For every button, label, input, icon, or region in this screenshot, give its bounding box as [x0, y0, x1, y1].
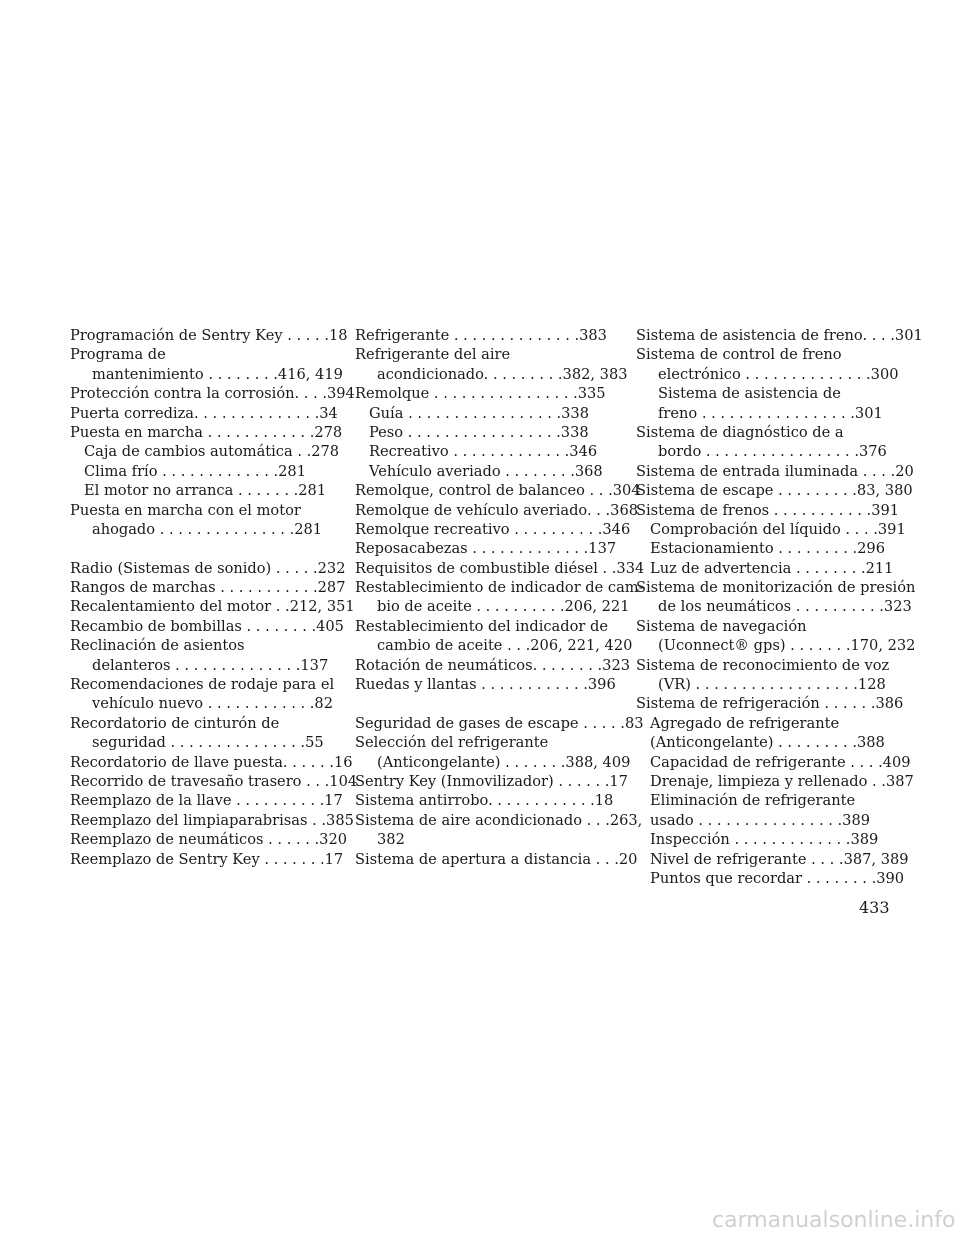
index-entry: Remolque . . . . . . . . . . . . . . . .335 [355, 385, 606, 403]
index-entry: vehículo nuevo . . . . . . . . . . . .82 [92, 695, 333, 713]
index-entry: Sistema de control de freno [636, 346, 842, 364]
index-column-1 [70, 326, 358, 869]
index-entry: Rotación de neumáticos. . . . . . . .323 [355, 656, 631, 674]
index-entry: (Anticongelante) . . . . . . .388, 409 [377, 753, 631, 771]
index-entry: Sistema de diagnóstico de a [636, 423, 844, 441]
index-entry: Guía . . . . . . . . . . . . . . . . .338 [369, 404, 590, 422]
index-entry: Recordatorio de llave puesta. . . . . .16 [70, 753, 353, 771]
index-entry: Puesta en marcha con el motor [70, 501, 301, 519]
index-entry: Inspección . . . . . . . . . . . . .389 [650, 831, 879, 849]
index-entry: Protección contra la corrosión. . . .394 [70, 385, 355, 403]
index-entry: Estacionamiento . . . . . . . . .296 [650, 540, 885, 558]
index-entry: Recomendaciones de rodaje para el [70, 676, 335, 694]
index-entry: El motor no arranca . . . . . . .281 [84, 482, 327, 500]
index-entry: Recorrido de travesaño trasero . . .104 [70, 772, 358, 790]
index-entry: Programación de Sentry Key . . . . .18 [70, 327, 348, 344]
index-entry: Reemplazo de la llave . . . . . . . . . .17 [70, 792, 343, 810]
index-entry: acondicionado. . . . . . . . .382, 383 [377, 365, 628, 383]
index-entry: Comprobación del líquido . . . .391 [650, 520, 906, 538]
index-entry: bio de aceite . . . . . . . . . .206, 221 [377, 598, 630, 616]
index-entry: Caja de cambios automática . .278 [84, 443, 340, 461]
index-entry: Sentry Key (Inmovilizador) . . . . . .17 [355, 772, 628, 790]
index-entry: Puntos que recordar . . . . . . . .390 [650, 869, 905, 887]
index-entry: Remolque recreativo . . . . . . . . . .346 [355, 520, 631, 538]
index-entry: Seguridad de gases de escape . . . . .83 [355, 714, 644, 732]
section-gap [70, 539, 320, 558]
index-entry: Luz de advertencia . . . . . . . .211 [650, 559, 894, 577]
index-entry: Sistema de aire acondicionado . . .263, [355, 811, 643, 829]
index-entry: Puesta en marcha . . . . . . . . . . . .278 [70, 423, 343, 441]
index-entry: mantenimiento . . . . . . . .416, 419 [92, 365, 343, 383]
index-entry: Reemplazo del limpiaparabrisas . .385 [70, 811, 354, 829]
index-column-3 [636, 326, 923, 888]
index-entry: Peso . . . . . . . . . . . . . . . . .338 [369, 423, 589, 441]
index-entry: Recambio de bombillas . . . . . . . .405 [70, 617, 344, 635]
index-entry: Sistema de entrada iluminada . . . .20 [636, 462, 914, 480]
index-entry: ahogado . . . . . . . . . . . . . . .281 [92, 520, 323, 538]
index-entry: Rangos de marchas . . . . . . . . . . .287 [70, 579, 346, 597]
index-entry: (Uconnect® gps) . . . . . . .170, 232 [658, 637, 916, 655]
index-column-2 [355, 326, 645, 869]
index-entry: de los neumáticos . . . . . . . . . .323 [658, 598, 912, 616]
index-entry: Vehículo averiado . . . . . . . .368 [369, 462, 603, 480]
index-entry: 382 [377, 831, 405, 849]
index-entry: Selección del refrigerante [355, 734, 549, 752]
index-entry: Drenaje, limpieza y rellenado . .387 [650, 772, 914, 790]
index-entry: Restablecimiento del indicador de [355, 617, 608, 635]
index-entry: Requisitos de combustible diésel . .334 [355, 559, 645, 577]
index-entry: Remolque de vehículo averiado. . .368 [355, 501, 639, 519]
page-number: 433 [859, 898, 890, 917]
index-entry: Sistema de frenos . . . . . . . . . . .391 [636, 501, 900, 519]
index-entry: (VR) . . . . . . . . . . . . . . . . . .128 [658, 676, 886, 694]
index-entry: Clima frío . . . . . . . . . . . . .281 [84, 462, 306, 480]
index-entry: seguridad . . . . . . . . . . . . . . .55 [92, 734, 324, 752]
index-entry: delanteros . . . . . . . . . . . . . .137 [92, 656, 329, 674]
index-entry: Eliminación de refrigerante [650, 792, 856, 810]
index-entry: Refrigerante . . . . . . . . . . . . . .383 [355, 327, 607, 344]
index-entry: Reemplazo de Sentry Key . . . . . . .17 [70, 850, 344, 868]
index-entry: Sistema de asistencia de [658, 385, 841, 403]
section-gap [355, 694, 603, 713]
index-entry: bordo . . . . . . . . . . . . . . . . .376 [658, 443, 887, 461]
index-entry: Sistema de navegación [636, 617, 807, 635]
index-entry: Sistema de escape . . . . . . . . .83, 380 [636, 482, 913, 500]
index-entry: Puerta corrediza. . . . . . . . . . . . . .34 [70, 404, 338, 422]
index-entry: cambio de aceite . . .206, 221, 420 [377, 637, 633, 655]
index-entry: Sistema de monitorización de presión [636, 579, 916, 597]
index-entry: Nivel de refrigerante . . . .387, 389 [650, 850, 909, 868]
index-entry: Sistema de refrigeración . . . . . .386 [636, 695, 904, 713]
index-entry: Sistema antirrobo. . . . . . . . . . . .18 [355, 792, 614, 810]
index-entry: (Anticongelante) . . . . . . . . .388 [650, 734, 885, 752]
index-entry: Refrigerante del aire [355, 346, 511, 364]
index-entry: Reclinación de asientos [70, 637, 245, 655]
index-entry: Recordatorio de cinturón de [70, 714, 280, 732]
watermark-text: carmanualsonline.info [712, 1208, 956, 1233]
index-entry: electrónico . . . . . . . . . . . . . .300 [658, 365, 899, 383]
index-entry: Programa de [70, 346, 166, 364]
index-entry: Reposacabezas . . . . . . . . . . . . .137 [355, 540, 617, 558]
index-entry: Sistema de asistencia de freno. . . .301 [636, 327, 923, 344]
index-entry: Radio (Sistemas de sonido) . . . . .232 [70, 559, 346, 577]
index-entry: usado . . . . . . . . . . . . . . . .389 [650, 811, 871, 829]
index-entry: Restablecimiento de indicador de cam- [355, 579, 644, 597]
index-entry: Reemplazo de neumáticos . . . . . .320 [70, 831, 348, 849]
index-entry: Recalentamiento del motor . .212, 351 [70, 598, 355, 616]
index-entry: Capacidad de refrigerante . . . .409 [650, 753, 911, 771]
index-entry: Ruedas y llantas . . . . . . . . . . . .396 [355, 676, 616, 694]
index-entry: Remolque, control de balanceo . . .304 [355, 482, 641, 500]
index-entry: Sistema de apertura a distancia . . .20 [355, 850, 638, 868]
index-entry: freno . . . . . . . . . . . . . . . . .301 [658, 404, 883, 422]
index-entry: Agregado de refrigerante [650, 714, 840, 732]
index-entry: Recreativo . . . . . . . . . . . . .346 [369, 443, 598, 461]
index-entry: Sistema de reconocimiento de voz [636, 656, 890, 674]
